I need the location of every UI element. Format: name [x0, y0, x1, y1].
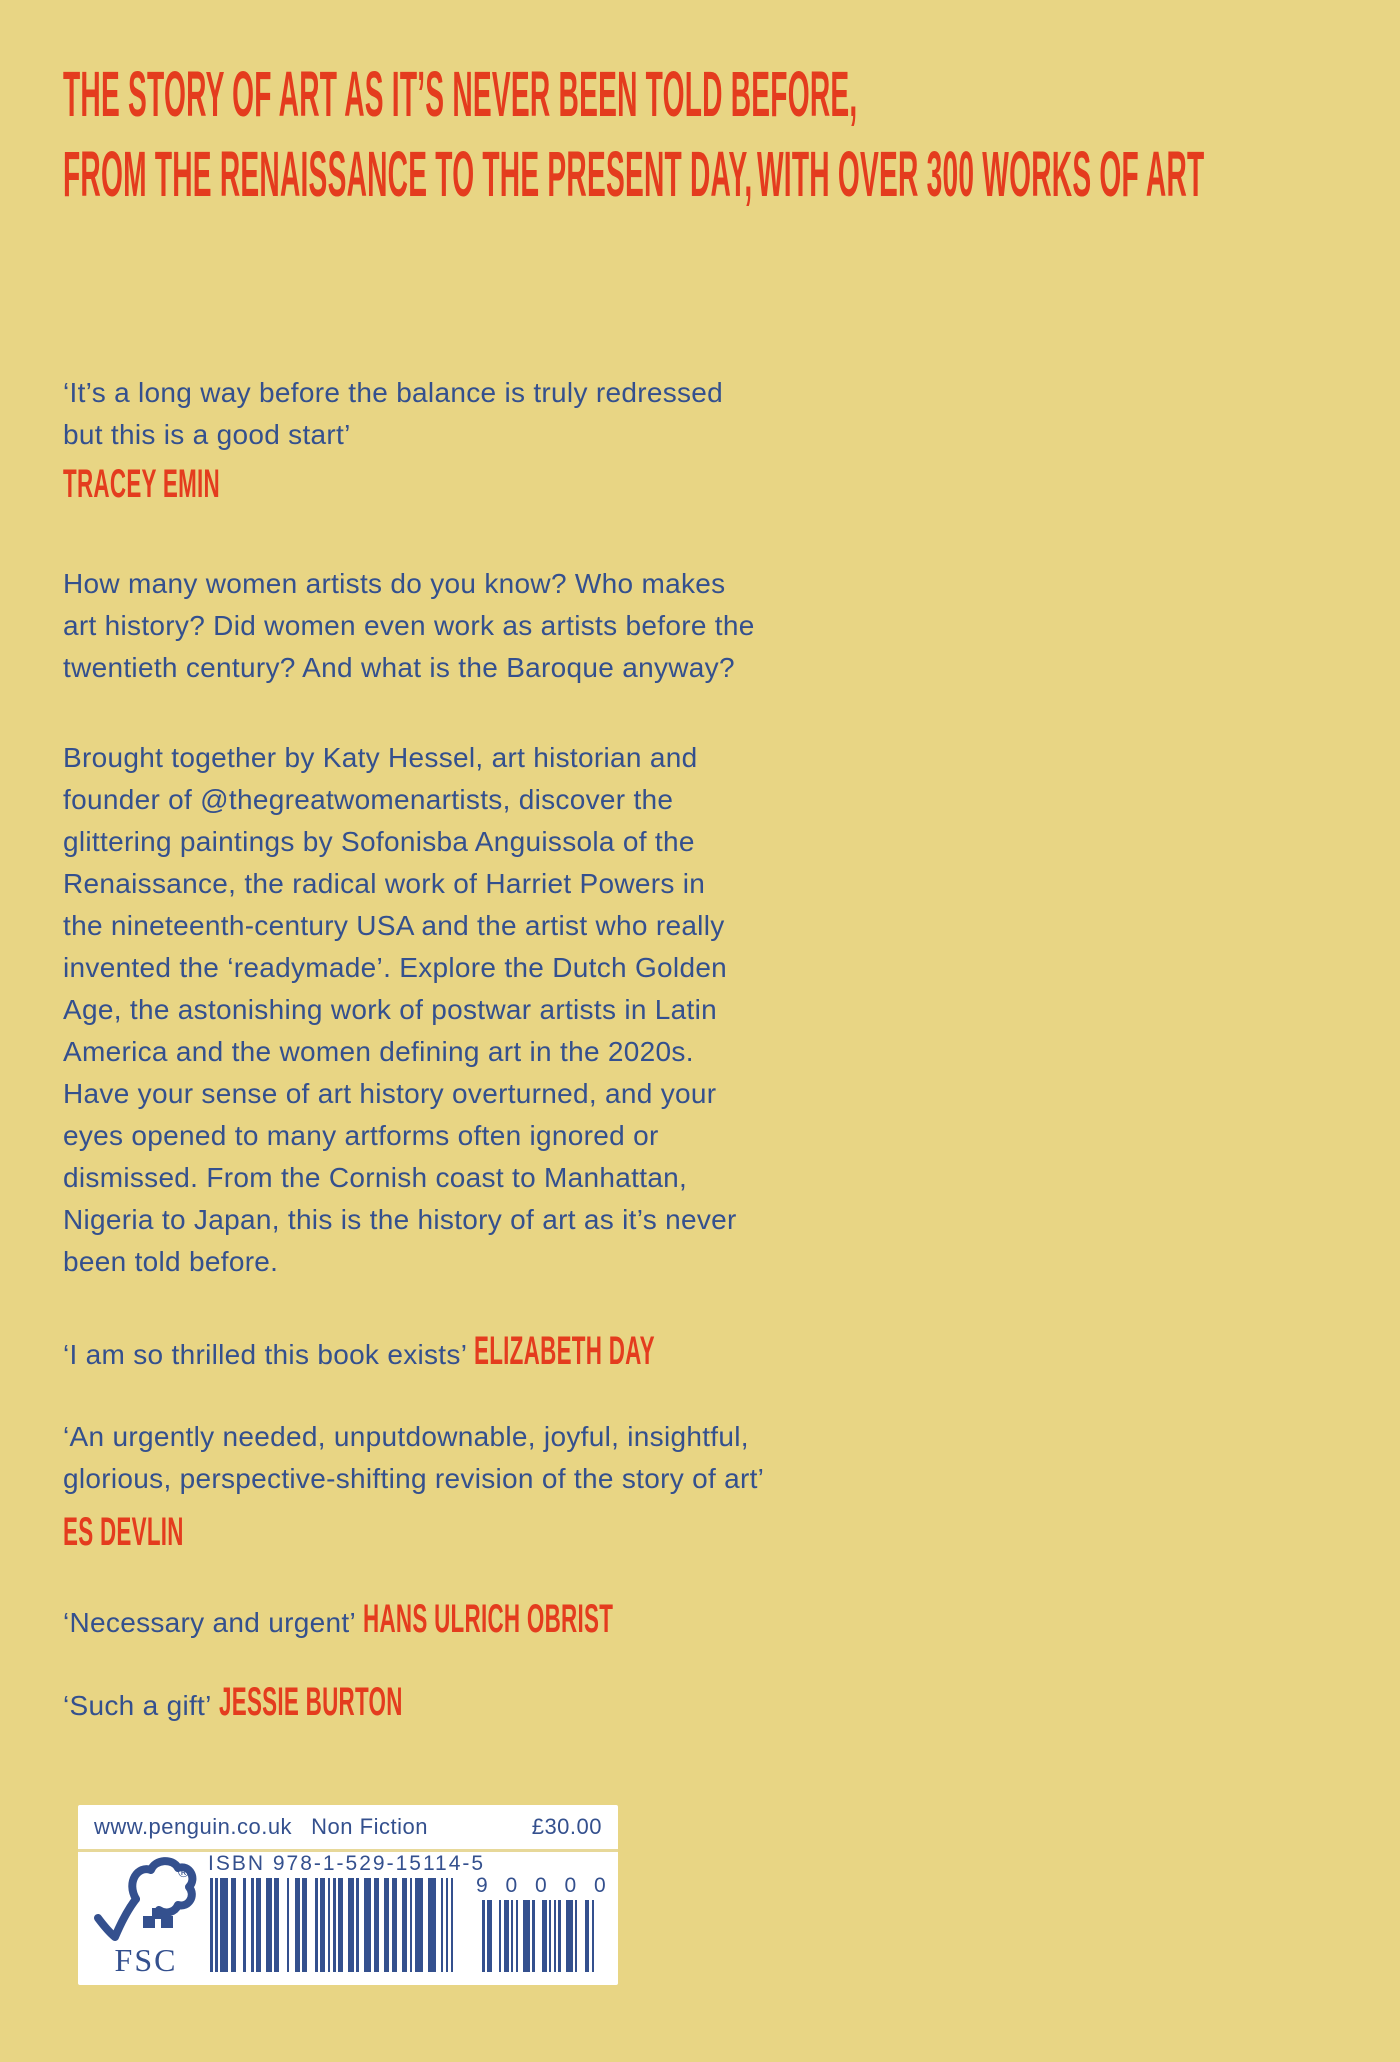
quote-line: ‘An urgently needed, unputdownable, joyful, insightful, [63, 1421, 749, 1452]
quote-text: ‘Such a gift’ [63, 1690, 219, 1721]
paragraph-line: the nineteenth-century USA and the artist who really [63, 910, 725, 941]
paragraph-line: America and the women defining art in the 2020s. [63, 1036, 694, 1067]
quote-jessie-burton [63, 1681, 402, 1727]
category-label: Non Fiction [311, 1814, 428, 1839]
registered-trademark-icon: ® [178, 1864, 190, 1881]
paragraph-blurb [63, 737, 737, 1283]
supplement-barcode [480, 1900, 594, 1972]
paragraph-line: twentieth century? And what is the Baroque anyway? [63, 652, 735, 683]
barcode-area [78, 1852, 618, 1985]
paragraph-line: Have your sense of art history overturned, and your [63, 1078, 717, 1109]
footer-top-row [78, 1805, 618, 1849]
quote-es-devlin [63, 1416, 764, 1557]
penguin-url: www.penguin.co.uk [94, 1814, 293, 1839]
paragraph-line: Renaissance, the radical work of Harriet Powers in [63, 868, 706, 899]
paragraph-line: Age, the astonishing work of postwar artists in Latin [63, 994, 718, 1025]
isbn-label: ISBN 978-1-529-15114-5 [208, 1852, 486, 1875]
headline [63, 54, 1400, 214]
quote-line: but this is a good start’ [63, 419, 351, 450]
paragraph-line: Brought together by Katy Hessel, art historian and [63, 742, 698, 773]
paragraph-line: invented the ‘readymade’. Explore the Dutch Golden [63, 952, 728, 983]
attribution-es-devlin: ES DEVLIN [63, 1510, 184, 1554]
paragraph-line: eyes opened to many artforms often ignored or [63, 1120, 659, 1151]
quote-line: ‘It’s a long way before the balance is truly redressed [63, 377, 724, 408]
price-barcode-box [78, 1805, 618, 1985]
paragraph-questions [63, 563, 755, 689]
headline-line: THE STORY OF ART AS IT’S NEVER BEEN TOLD BEFORE, [63, 58, 858, 130]
paragraph-line: art history? Did women even work as artists before the [63, 610, 755, 641]
paragraph-line: How many women artists do you know? Who makes [63, 568, 726, 599]
attribution-tracey-emin: TRACEY EMIN [63, 462, 220, 506]
quote-text: ‘I am so thrilled this book exists’ [63, 1339, 475, 1370]
quote-text: ‘Necessary and urgent’ [63, 1607, 364, 1638]
attribution-jessie-burton: JESSIE BURTON [218, 1680, 403, 1724]
paragraph-line: dismissed. From the Cornish coast to Manhattan, [63, 1162, 688, 1193]
quote-line: glorious, perspective-shifting revision of the story of art’ [63, 1463, 765, 1494]
fsc-text: FSC [114, 1942, 178, 1978]
attribution-elizabeth-day: ELIZABETH DAY [474, 1329, 656, 1373]
paragraph-line: founder of @thegreatwomenartists, discover the [63, 784, 674, 815]
headline-line: FROM THE RENAISSANCE TO THE PRESENT DAY, [63, 138, 753, 210]
quote-elizabeth-day [63, 1330, 655, 1376]
quote-tracey-emin [63, 372, 723, 509]
headline-line: WITH OVER 300 WORKS OF ART [756, 138, 1205, 210]
fsc-checkmark [98, 1899, 136, 1937]
attribution-hans-ulrich-obrist: HANS ULRICH OBRIST [363, 1597, 614, 1641]
quote-hans-ulrich-obrist [63, 1598, 613, 1644]
main-barcode [210, 1878, 454, 1972]
paragraph-line: glittering paintings by Sofonisba Anguissola of the [63, 826, 695, 857]
price-label: £30.00 [531, 1814, 602, 1839]
supplement-digits: 9 0 0 0 0 [476, 1874, 612, 1897]
paragraph-line: Nigeria to Japan, this is the history of art as it’s never [63, 1204, 737, 1235]
paragraph-line: been told before. [63, 1246, 279, 1277]
